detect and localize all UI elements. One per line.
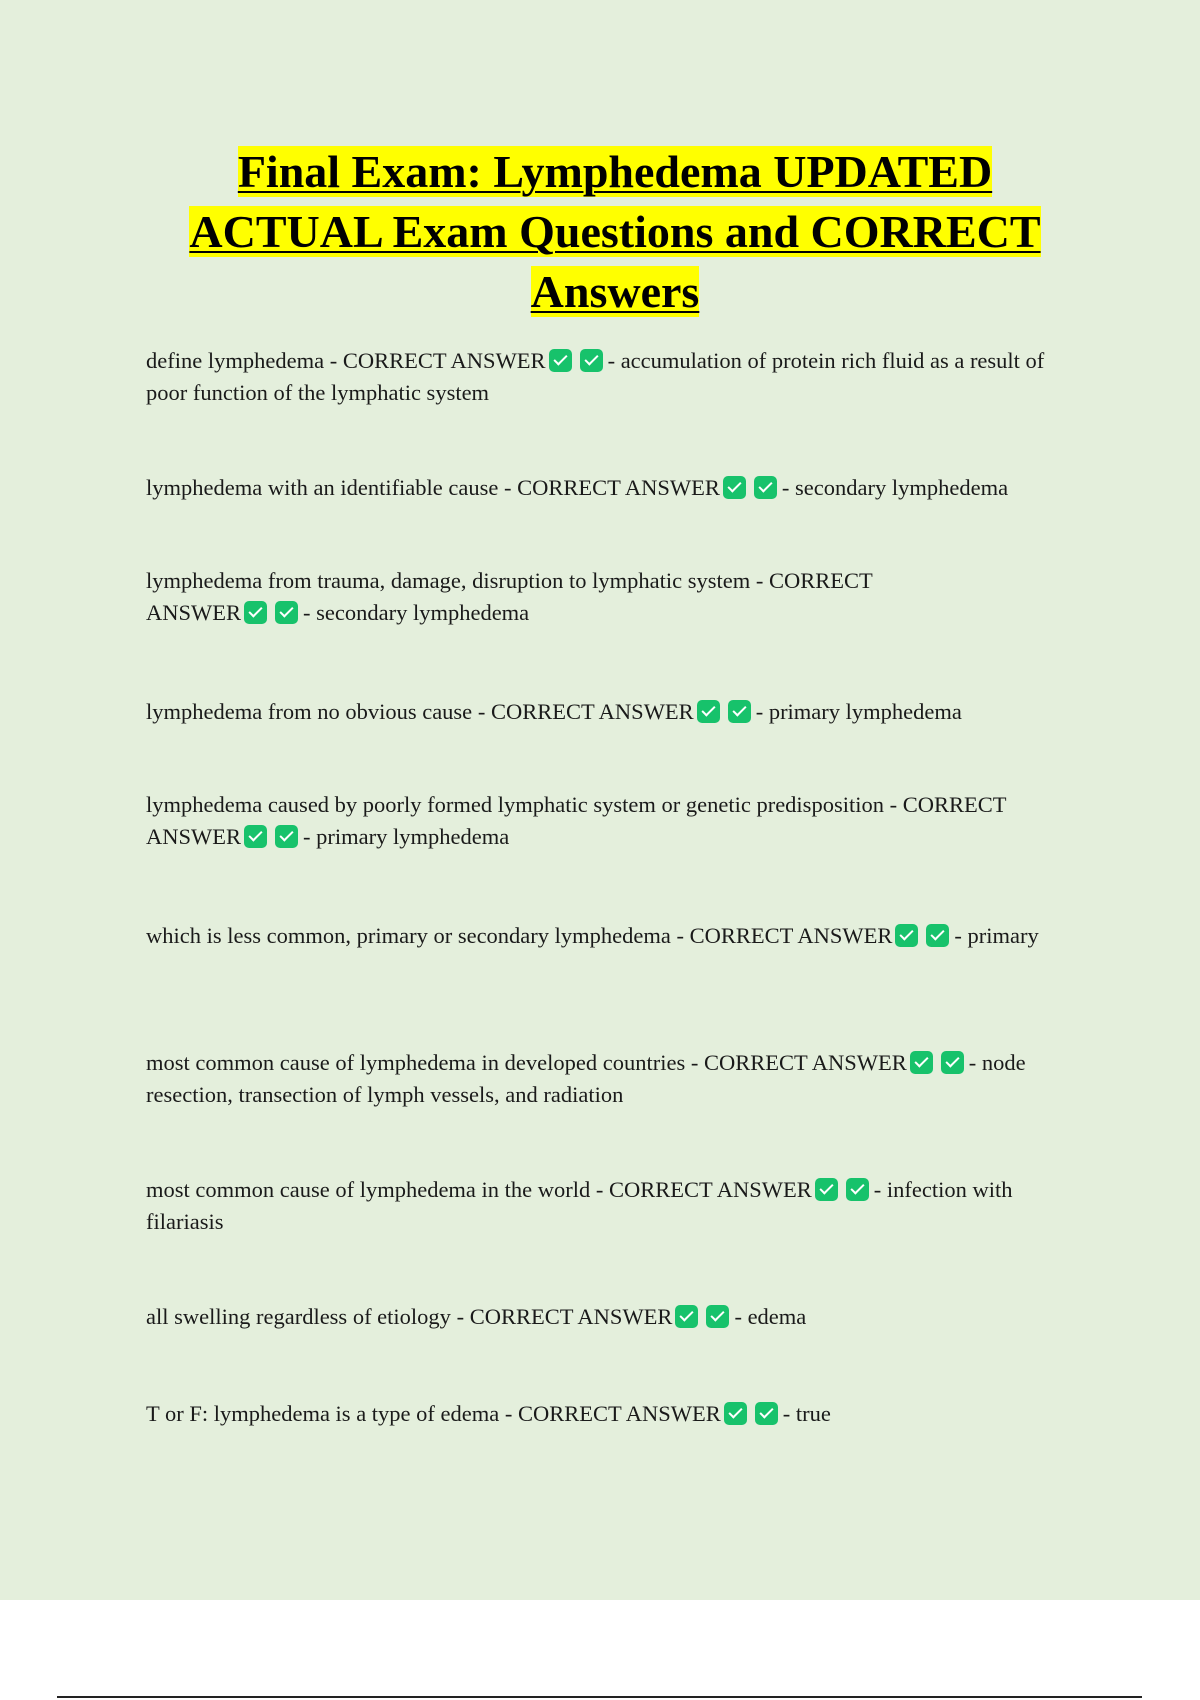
- check-mark-icon: [724, 1402, 747, 1425]
- question-text: which is less common, primary or secondary lymphedema: [146, 923, 671, 948]
- answer-label: CORRECT ANSWER: [342, 348, 546, 373]
- answer-text: secondary lymphedema: [316, 600, 530, 625]
- question-text: define lymphedema: [146, 348, 325, 373]
- qa-item: T or F: lymphedema is a type of edema - CORRECT ANSWER - true: [146, 1401, 831, 1426]
- check-mark-icon: [815, 1178, 838, 1201]
- answer-text: infection with filariasis: [146, 1177, 1013, 1234]
- check-mark-icon: [549, 349, 572, 372]
- answer-text: edema: [747, 1304, 807, 1329]
- answer-text: node resection, transection of lymph vessels, and radiation: [146, 1050, 1026, 1107]
- answer-label: CORRECT ANSWER: [609, 1177, 812, 1202]
- question-text: lymphedema from trauma, damage, disruption to lymphatic system: [146, 568, 751, 593]
- qa-item: most common cause of lymphedema in the world - CORRECT ANSWER - infection with filariasis: [146, 1177, 1013, 1234]
- qa-item: lymphedema from no obvious cause - CORRECT ANSWER - primary lymphedema: [146, 699, 962, 724]
- answer-text: primary lymphedema: [768, 699, 962, 724]
- answer-label: CORRECT ANSWER: [703, 1050, 907, 1075]
- qa-item: lymphedema from trauma, damage, disruption to lymphatic system - CORRECT ANSWER - secondary lymphedema: [146, 568, 873, 625]
- check-mark-icon: [846, 1178, 869, 1201]
- answer-text: true: [795, 1401, 831, 1426]
- document-title: [140, 142, 1090, 322]
- question-text: lymphedema with an identifiable cause: [146, 475, 499, 500]
- qa-item: lymphedema with an identifiable cause - CORRECT ANSWER - secondary lymphedema: [146, 475, 1009, 500]
- check-mark-icon: [706, 1305, 729, 1328]
- answer-text: primary: [967, 923, 1039, 948]
- question-text: most common cause of lymphedema in developed countries: [146, 1050, 686, 1075]
- qa-item: define lymphedema - CORRECT ANSWER - accumulation of protein rich fluid as a result of poor function of the lymphatic system: [146, 348, 1045, 405]
- check-mark-icon: [728, 700, 751, 723]
- answer-label: CORRECT ANSWER: [469, 1304, 673, 1329]
- check-mark-icon: [675, 1305, 698, 1328]
- answer-text: accumulation of protein rich fluid as a result of poor function of the lymphatic system: [146, 348, 1045, 405]
- check-mark-icon: [580, 349, 603, 372]
- check-mark-icon: [723, 476, 746, 499]
- qa-item: all swelling regardless of etiology - CORRECT ANSWER - edema: [146, 1304, 807, 1329]
- check-mark-icon: [754, 476, 777, 499]
- check-mark-icon: [926, 924, 949, 947]
- answer-label: CORRECT ANSWER: [517, 475, 720, 500]
- question-text: T or F: lymphedema is a type of edema: [146, 1401, 500, 1426]
- check-mark-icon: [910, 1051, 933, 1074]
- answer-label: CORRECT ANSWER: [146, 792, 1007, 849]
- check-mark-icon: [697, 700, 720, 723]
- question-text: lymphedema from no obvious cause: [146, 699, 473, 724]
- check-mark-icon: [244, 601, 267, 624]
- check-mark-icon: [895, 924, 918, 947]
- qa-item: lymphedema caused by poorly formed lymphatic system or genetic predisposition - CORRECT ANSWER - primary lymphedema: [146, 792, 1007, 849]
- question-text: lymphedema caused by poorly formed lymphatic system or genetic predisposition: [146, 792, 884, 817]
- qa-item: most common cause of lymphedema in developed countries - CORRECT ANSWER - node resection, transection of lymph vessels, and radiation: [146, 1050, 1026, 1107]
- question-text: all swelling regardless of etiology: [146, 1304, 451, 1329]
- check-mark-icon: [755, 1402, 778, 1425]
- check-mark-icon: [275, 601, 298, 624]
- check-mark-icon: [275, 825, 298, 848]
- answer-label: CORRECT ANSWER: [689, 923, 893, 948]
- check-mark-icon: [941, 1051, 964, 1074]
- answer-text: primary lymphedema: [316, 824, 510, 849]
- answer-label: CORRECT ANSWER: [146, 568, 873, 625]
- footer-divider: [57, 1696, 1142, 1698]
- question-text: most common cause of lymphedema in the world: [146, 1177, 591, 1202]
- answer-label: CORRECT ANSWER: [490, 699, 694, 724]
- answer-label: CORRECT ANSWER: [518, 1401, 721, 1426]
- title-text: Final Exam: Lymphedema UPDATED ACTUAL Exam Questions and CORRECT Answers: [189, 146, 1041, 317]
- check-mark-icon: [244, 825, 267, 848]
- qa-item: which is less common, primary or secondary lymphedema - CORRECT ANSWER - primary: [146, 923, 1039, 948]
- answer-text: secondary lymphedema: [795, 475, 1009, 500]
